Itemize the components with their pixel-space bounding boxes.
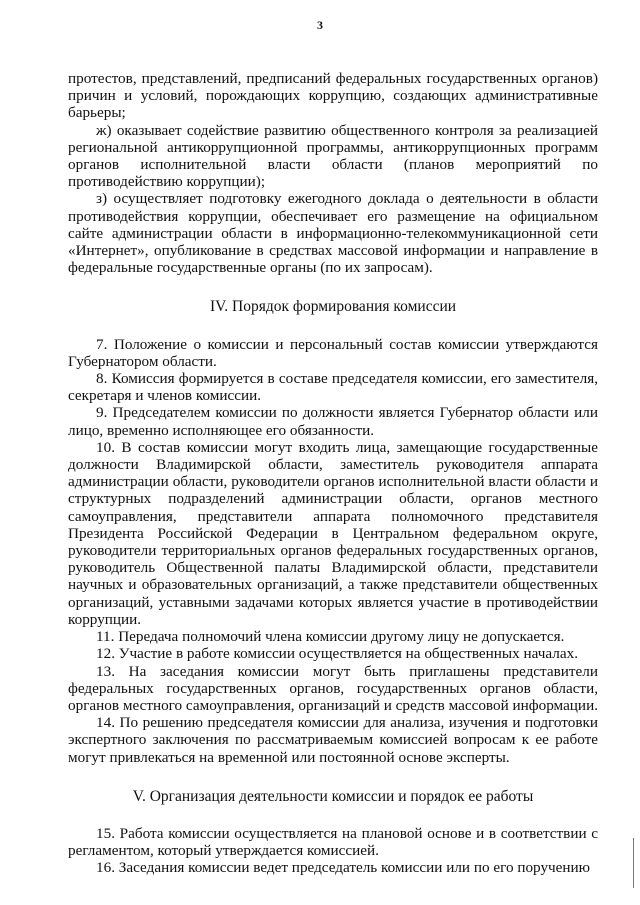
section-heading-iv: IV. Порядок формирования комиссии — [209, 298, 457, 316]
paragraph-8: 8. Комиссия формируется в составе председателя комиссии, его заместителя, секретаря и членов комиссии. — [68, 370, 598, 405]
paragraph-15: 15. Работа комиссии осуществляется на плановой основе и в соответствии с регламентом, который утверждается комиссией. — [68, 824, 598, 860]
paragraph-7: 7. Положение о комиссии и персональный состав комиссии утверждаются Губернатором области. — [68, 335, 598, 370]
paragraph-11: 11. Передача полномочий члена комиссии другому лицу не допускается. — [96, 628, 565, 646]
paragraph-10: 10. В состав комиссии могут входить лица, замещающие государственные должности Владимирской области, заместитель руководителя аппарата администрации области, руководители органов исполнительной власти области и структурных подразделений администрации области, органов местного самоуправления, представители аппарата полномочного представителя Президента Российской Федерации в Центральном федеральном округе, руководители территориальных органов федеральных государственных органов, руководитель Общественной палаты Владимирской области, представители научных и образовательных организаций, а также представители общественных организаций, уставными задачами которых является участие в противодействии коррупции. — [68, 438, 598, 628]
paragraph-9: 9. Председателем комиссии по должности является Губернатор области или лицо, временно исполняющее его обязанности. — [68, 404, 598, 439]
paragraph-item-zh: ж) оказывает содействие развитию общественного контроля за реализацией региональной антикоррупционной программы, антикоррупционных программ органов исполнительной власти области (планов мероприятий по противодействию коррупции); — [68, 121, 598, 191]
paragraph-item-z: з) осуществляет подготовку ежегодного доклада о деятельности в области противодействия коррупции, обеспечивает его размещение на официальном сайте администрации области в информационно-телекоммуникационной сети «Интернет», опубликование в средствах массовой информации и направление в федеральные государственные органы (по их запросам). — [68, 190, 598, 277]
paragraph-14: 14. По решению председателя комиссии для анализа, изучения и подготовки экспертного заключения по рассматриваемым комиссией вопросам к ее работе могут привлекаться на временной или постоянной основе эксперты. — [68, 714, 598, 766]
paragraph-continuation: протестов, представлений, предписаний федеральных государственных органов) причин и условий, порождающих коррупцию, создающих административные барьеры; — [68, 70, 598, 122]
scan-edge-mark — [633, 838, 634, 888]
document-body — [68, 70, 598, 877]
paragraph-16: 16. Заседания комиссии ведет председатель комиссии или по его поручению — [96, 859, 591, 877]
section-heading-v: V. Организация деятельности комиссии и порядок ее работы — [132, 787, 534, 805]
paragraph-12: 12. Участие в работе комиссии осуществляется на общественных началах. — [96, 645, 578, 663]
paragraph-13: 13. На заседания комиссии могут быть приглашены представители федеральных государственных органов, государственных органов области, органов местного самоуправления, организаций и средств массовой информации. — [68, 662, 598, 714]
page-number: 3 — [317, 18, 323, 32]
